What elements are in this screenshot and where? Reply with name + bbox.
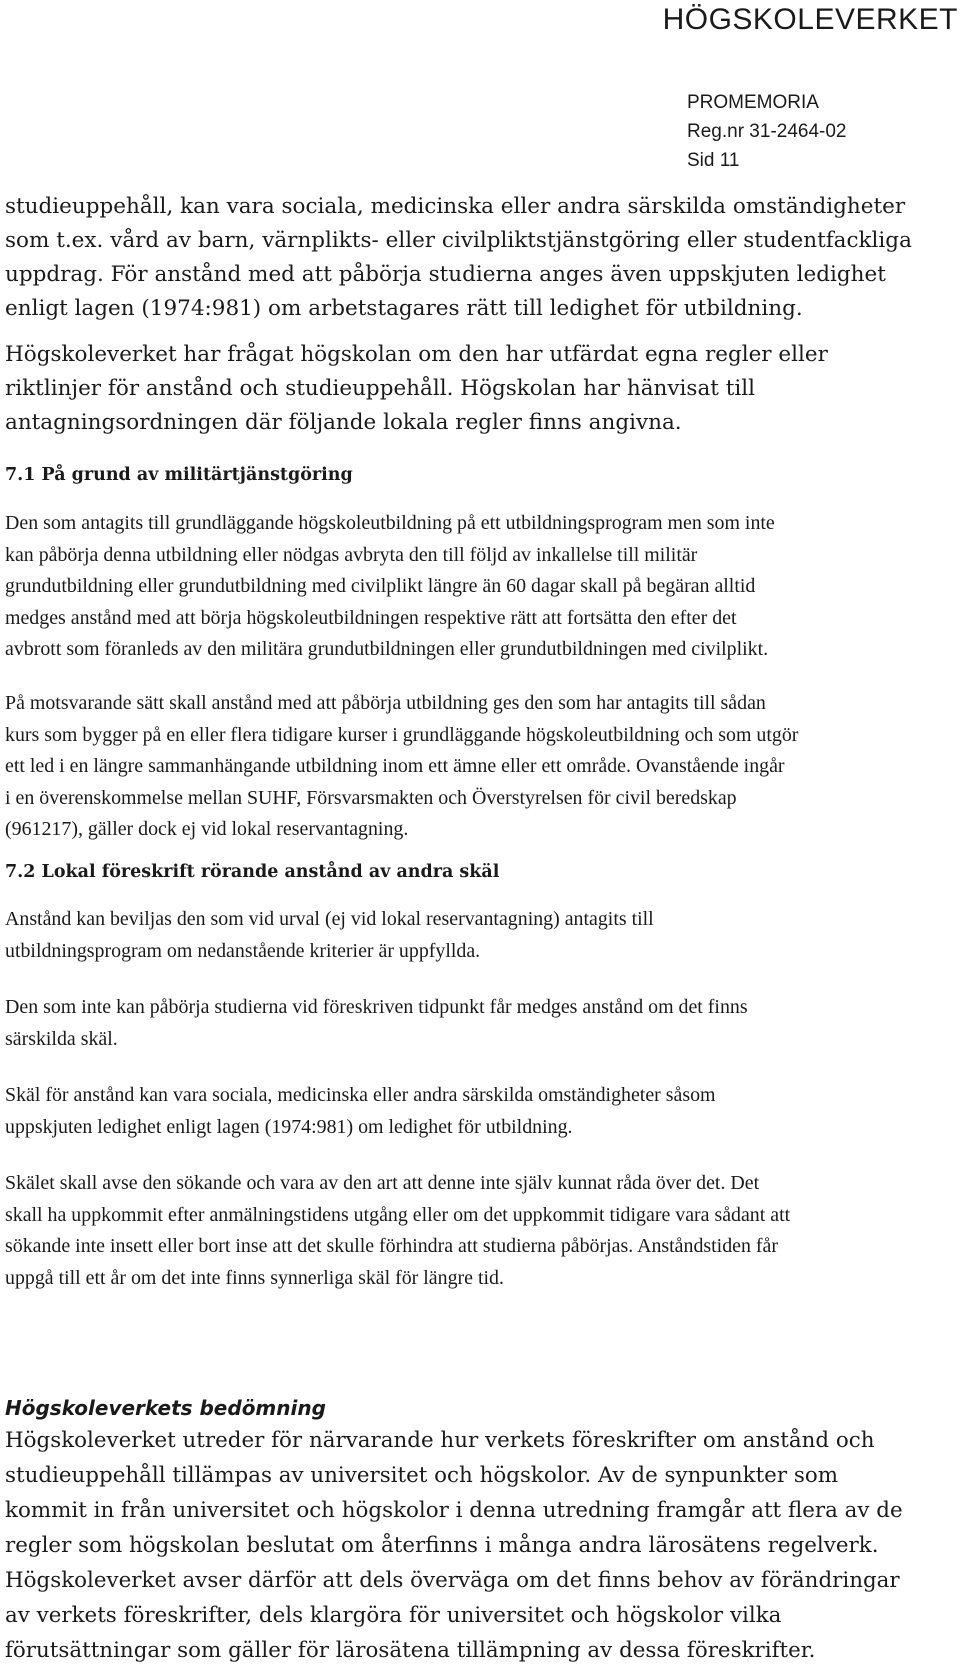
intro-paragraph xyxy=(5,190,955,326)
text-line: Skäl för anstånd kan vara sociala, medicinska eller andra särskilda omständigheter såsom xyxy=(5,1084,716,1106)
text-line: enligt lagen (1974:981) om arbetstagares rätt till ledighet för utbildning. xyxy=(5,296,803,321)
text-line: förutsättningar som gäller för lärosätena tillämpning av dessa föreskrifter. xyxy=(5,1638,816,1663)
text-line: medges anstånd med att börja högskoleutbildningen respektive rätt att fortsätta den efter det xyxy=(5,606,737,629)
text-line: av verkets föreskrifter, dels klargöra för universitet och högskolor vilka xyxy=(5,1603,782,1628)
page-number: Sid 11 xyxy=(687,150,740,171)
text-line: i en överenskommelse mellan SUHF, Försvarsmakten och Överstyrelsen för civil beredskap xyxy=(5,786,737,809)
text-line: kurs som bygger på en eller flera tidigare kurser i grundläggande högskoleutbildning och som utgör xyxy=(5,723,799,746)
text-line: särskilda skäl. xyxy=(5,1027,118,1050)
text-line: Högskoleverket utreder för närvarande hur verkets föreskrifter om anstånd och xyxy=(5,1428,875,1453)
text-line: kan påbörja denna utbildning eller nödgas avbryta den till följd av inkallelse till militär xyxy=(5,543,698,566)
text-line: Högskoleverket avser därför att dels överväga om det finns behov av förändringar xyxy=(5,1568,900,1593)
text-line: avbrott som föranleds av den militära grundutbildningen eller grundutbildningen med civilplikt. xyxy=(5,638,769,660)
text-line: studieuppehåll, kan vara sociala, medicinska eller andra särskilda omständigheter xyxy=(5,194,906,219)
inquiry-paragraph xyxy=(5,338,955,440)
assessment-paragraph xyxy=(5,1423,960,1668)
text-line: kommit in från universitet och högskolor i denna utredning framgår att flera av de xyxy=(5,1498,903,1523)
text-line: uppgå till ett år om det inte finns synnerliga skäl för längre tid. xyxy=(5,1266,504,1289)
registration-number: Reg.nr 31-2464-02 xyxy=(687,121,847,142)
text-line: Den som inte kan påbörja studierna vid föreskriven tidpunkt får medges anstånd om det finns xyxy=(5,996,748,1018)
section-7-2-paragraph-4 xyxy=(5,1168,960,1294)
text-line: grundutbildning eller grundutbildning med civilplikt längre än 60 dagar skall på begäran alltid xyxy=(5,575,756,597)
text-line: riktlinjer för anstånd och studieuppehåll. Högskolan har hänvisat till xyxy=(5,376,756,401)
section-7-2-paragraph-1 xyxy=(5,904,960,967)
organization-name: HÖGSKOLEVERKET xyxy=(662,3,958,36)
text-line: Högskoleverket har frågat högskolan om den har utfärdat egna regler eller xyxy=(5,342,828,367)
text-line: antagningsordningen där följande lokala regler finns angivna. xyxy=(5,410,682,435)
text-line: regler som högskolan beslutat om återfinns i många andra lärosätens regelverk. xyxy=(5,1533,879,1558)
section-7-2-paragraph-2 xyxy=(5,992,960,1055)
text-line: På motsvarande sätt skall anstånd med att påbörja utbildning ges den som har antagits till sådan xyxy=(5,692,766,714)
memo-type: PROMEMORIA xyxy=(687,92,819,113)
text-line: uppskjuten ledighet enligt lagen (1974:981) om ledighet för utbildning. xyxy=(5,1115,573,1138)
text-line: studieuppehåll tillämpas av universitet och högskolor. Av de synpunkter som xyxy=(5,1463,839,1488)
section-7-1-paragraph-2 xyxy=(5,688,960,846)
text-line: utbildningsprogram om nedanstående kriterier är uppfyllda. xyxy=(5,939,481,962)
section-heading-7-1: 7.1 På grund av militärtjänstgöring xyxy=(5,465,353,485)
text-line: Den som antagits till grundläggande högskoleutbildning på ett utbildningsprogram men som inte xyxy=(5,512,775,534)
text-line: (961217), gäller dock ej vid lokal reservantagning. xyxy=(5,818,409,840)
text-line: uppdrag. För anstånd med att påbörja studierna anges även uppskjuten ledighet xyxy=(5,262,886,287)
text-line: Skälet skall avse den sökande och vara av den art att denne inte själv kunnat råda över det. Det xyxy=(5,1172,760,1194)
section-7-1-paragraph-1 xyxy=(5,508,960,666)
text-line: sökande inte insett eller bort inse att det skulle förhindra att studierna påbörjas. Anståndstiden får xyxy=(5,1235,778,1257)
text-line: som t.ex. vård av barn, värnplikts- eller civilpliktstjänstgöring eller studentfackliga xyxy=(5,228,912,253)
text-line: ett led i en längre sammanhängande utbildning inom ett ämne eller ett område. Ovanstående ingår xyxy=(5,755,785,777)
section-heading-7-2: 7.2 Lokal föreskrift rörande anstånd av andra skäl xyxy=(5,862,500,882)
text-line: Anstånd kan beviljas den som vid urval (ej vid lokal reservantagning) antagits till xyxy=(5,908,654,930)
text-line: skall ha uppkommit efter anmälningstidens utgång eller om det uppkommit tidigare vara sådant att xyxy=(5,1203,791,1226)
memo-header xyxy=(687,88,847,175)
section-7-2-paragraph-3 xyxy=(5,1080,960,1143)
assessment-title: Högskoleverkets bedömning xyxy=(5,1396,326,1420)
